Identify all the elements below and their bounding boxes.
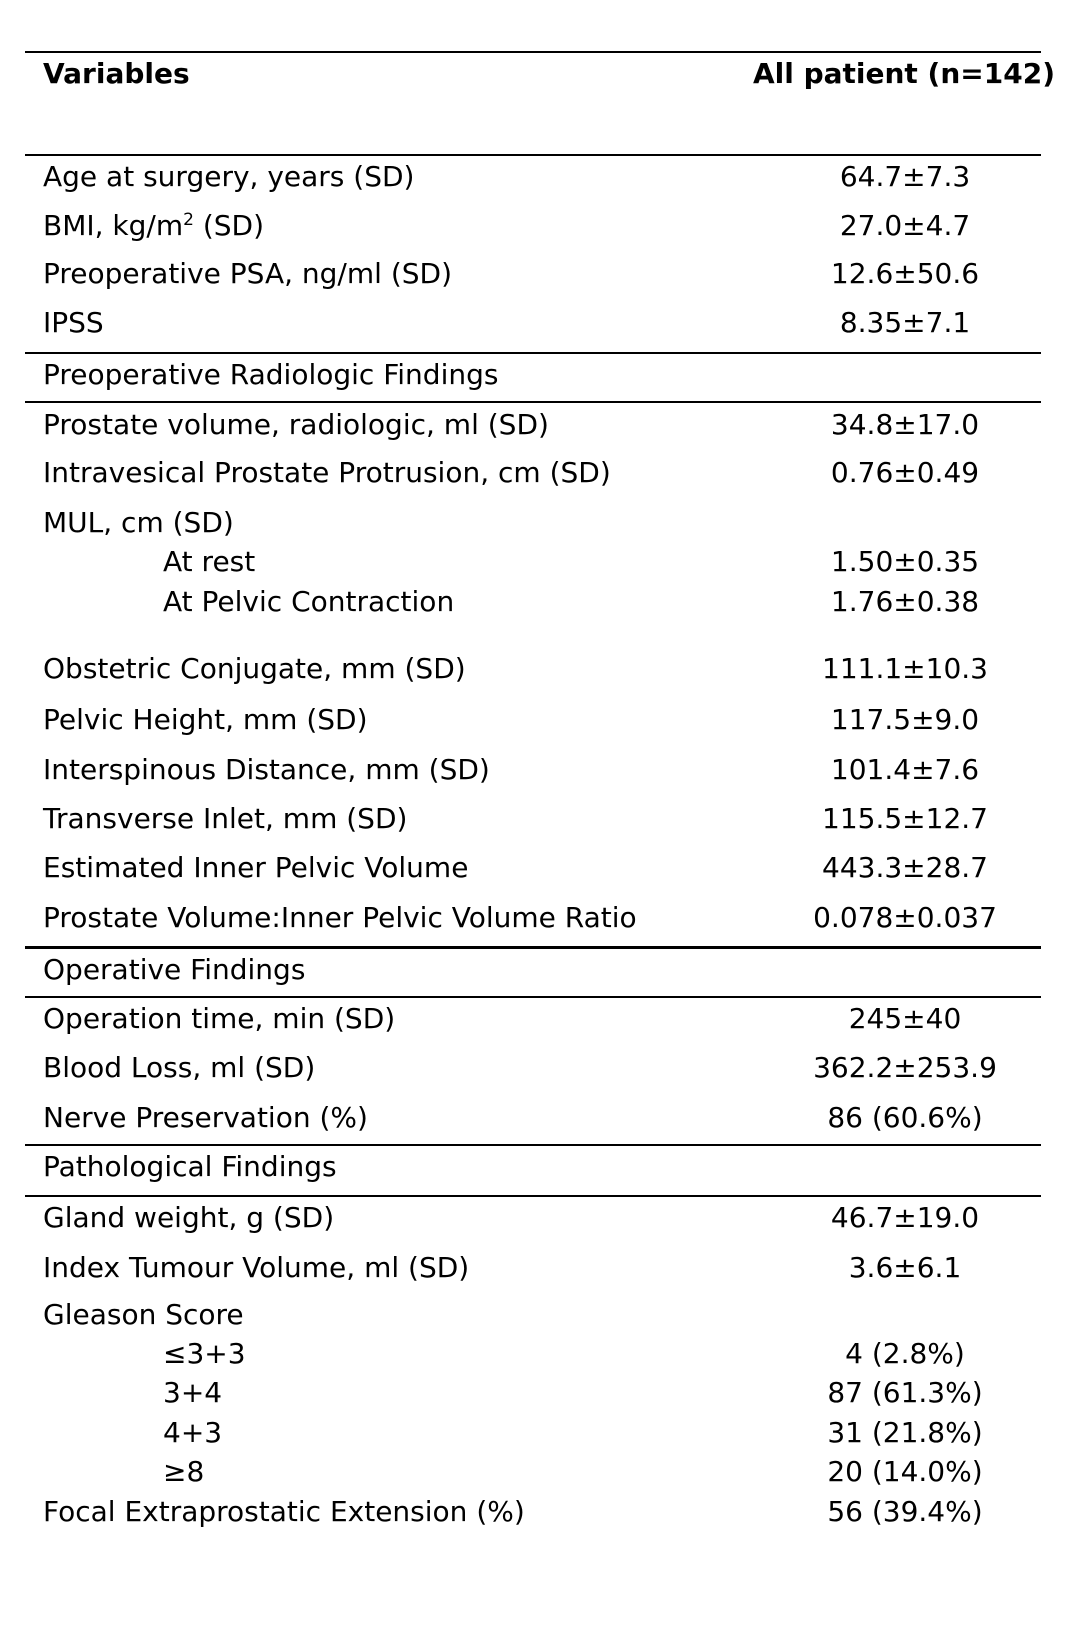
table-row-transverse-inlet	[25, 799, 1041, 839]
section-rule	[25, 946, 1041, 949]
row-label: Obstetric Conjugate, mm (SD)	[43, 652, 466, 685]
row-value: 245±40	[848, 1002, 962, 1035]
table-row-interspinous	[25, 750, 1041, 790]
table-row-psa	[25, 254, 1041, 294]
section-rule	[25, 352, 1041, 354]
row-value: 443.3±28.7	[822, 851, 988, 884]
table-row-age	[25, 157, 1041, 197]
row-value: 8.35±7.1	[839, 306, 971, 339]
row-value: 86 (60.6%)	[827, 1101, 983, 1134]
table-row-gleason	[25, 1295, 1041, 1335]
table-row-obstetric-conjugate	[25, 649, 1041, 689]
table-row-mul	[25, 503, 1041, 543]
row-label: Prostate volume, radiologic, ml (SD)	[43, 408, 549, 441]
row-value: 64.7±7.3	[839, 160, 971, 193]
table-row-tumour-volume	[25, 1248, 1041, 1288]
table-row-bmi	[25, 206, 1041, 246]
table-top-rule	[25, 51, 1041, 53]
section-heading-operative	[25, 950, 1041, 990]
table-row-pelvic-height	[25, 700, 1041, 740]
section-heading-radiologic	[25, 355, 1041, 395]
row-value: 3.6±6.1	[848, 1251, 962, 1284]
row-value: 46.7±19.0	[830, 1201, 980, 1234]
table-row-volume-ratio	[25, 898, 1041, 938]
table-row-operation-time	[25, 999, 1041, 1039]
table-row-gleason-3-4	[25, 1373, 1041, 1413]
row-label: Prostate Volume:Inner Pelvic Volume Ratio	[43, 901, 637, 934]
row-value: 0.078±0.037	[813, 901, 997, 934]
row-label: Gleason Score	[43, 1298, 244, 1331]
section-rule	[25, 996, 1041, 998]
row-label: Pelvic Height, mm (SD)	[43, 703, 368, 736]
row-value: 27.0±4.7	[839, 209, 971, 242]
table-row-prostate-volume	[25, 405, 1041, 445]
row-label: MUL, cm (SD)	[43, 506, 234, 539]
row-label: ≤3+3	[163, 1337, 246, 1370]
row-label: Nerve Preservation (%)	[43, 1101, 368, 1134]
table-row-blood-loss	[25, 1048, 1041, 1088]
row-value: 4 (2.8%)	[845, 1337, 965, 1370]
row-label: BMI, $kg/m^2$ (SD)	[43, 209, 265, 242]
table-row-inner-pelvic-volume	[25, 848, 1041, 888]
row-value: 12.6±50.6	[830, 257, 980, 290]
row-value: 87 (61.3%)	[827, 1376, 983, 1409]
row-label: 3+4	[163, 1376, 223, 1409]
table-header-row	[25, 54, 1055, 94]
row-label: Blood Loss, ml (SD)	[43, 1051, 316, 1084]
row-label: IPSS	[43, 306, 104, 339]
table-row-mul-rest	[25, 542, 1041, 582]
section-rule	[25, 401, 1041, 403]
section-rule	[25, 1144, 1041, 1146]
table-row-gleason-4-3	[25, 1413, 1041, 1453]
row-label: ≥8	[163, 1455, 205, 1488]
column-header-all-patients: All patient (n=142)	[752, 57, 1055, 90]
row-label: Operation time, min (SD)	[43, 1002, 396, 1035]
table-row-ipss	[25, 303, 1041, 343]
section-label: Preoperative Radiologic Findings	[43, 358, 499, 391]
row-value: 31 (21.8%)	[827, 1416, 983, 1449]
table-row-nerve-preservation	[25, 1098, 1041, 1138]
row-label: Age at surgery, years (SD)	[43, 160, 415, 193]
row-label: Estimated Inner Pelvic Volume	[43, 851, 469, 884]
row-label: Transverse Inlet, mm (SD)	[43, 802, 408, 835]
section-label: Pathological Findings	[43, 1150, 337, 1183]
row-value: 0.76±0.49	[830, 456, 980, 489]
row-value: 101.4±7.6	[830, 753, 980, 786]
section-label: Operative Findings	[43, 953, 306, 986]
row-value: 362.2±253.9	[813, 1051, 997, 1084]
table-row-epe	[25, 1492, 1041, 1532]
row-label: Preoperative PSA, ng/ml (SD)	[43, 257, 452, 290]
row-value: 56 (39.4%)	[827, 1495, 983, 1528]
row-label: Gland weight, g (SD)	[43, 1201, 335, 1234]
table-row-mul-contraction	[25, 582, 1041, 622]
row-label: Interspinous Distance, mm (SD)	[43, 753, 490, 786]
row-value: 20 (14.0%)	[827, 1455, 983, 1488]
row-value: 117.5±9.0	[830, 703, 980, 736]
row-label: At Pelvic Contraction	[163, 585, 455, 618]
row-label: Focal Extraprostatic Extension (%)	[43, 1495, 525, 1528]
row-value: 115.5±12.7	[822, 802, 988, 835]
row-value: 1.76±0.38	[830, 585, 980, 618]
table-row-gland-weight	[25, 1198, 1041, 1238]
row-label: Intravesical Prostate Protrusion, cm (SD)	[43, 456, 611, 489]
row-value: 111.1±10.3	[822, 652, 988, 685]
table-row-ipp	[25, 453, 1041, 493]
row-value: 1.50±0.35	[830, 545, 980, 578]
row-label: 4+3	[163, 1416, 223, 1449]
row-label: Index Tumour Volume, ml (SD)	[43, 1251, 470, 1284]
row-label: At rest	[163, 545, 256, 578]
row-value: 34.8±17.0	[830, 408, 980, 441]
section-rule	[25, 1195, 1041, 1197]
table-row-gleason-ge8	[25, 1452, 1041, 1492]
section-heading-pathological	[25, 1147, 1041, 1187]
header-bottom-rule	[25, 154, 1041, 156]
column-header-variables: Variables	[43, 57, 190, 90]
table-row-gleason-le6	[25, 1334, 1041, 1374]
